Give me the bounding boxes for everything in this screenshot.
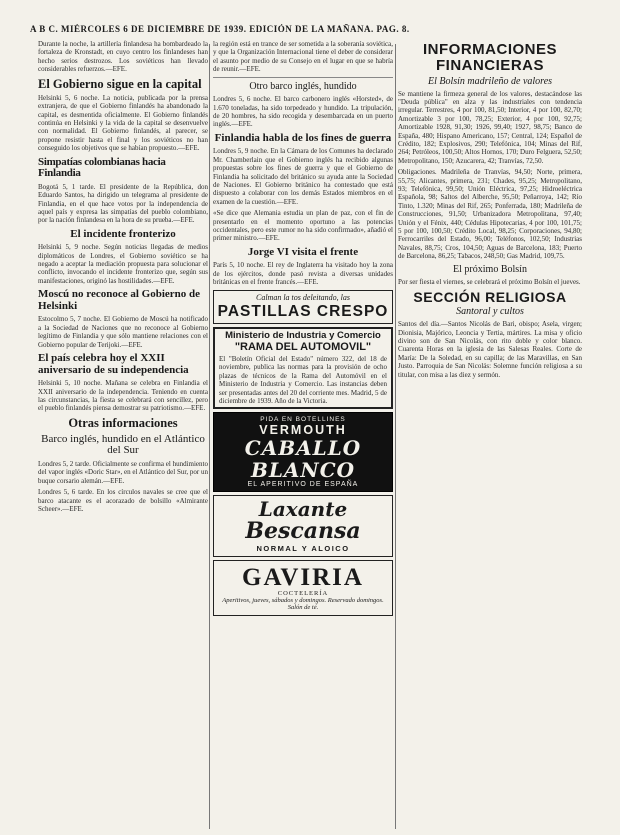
column-2 [213, 40, 393, 827]
ad-pastillas-crespo [213, 290, 393, 324]
headline: El país celebra hoy el XXII aniversario de su independencia [38, 352, 189, 376]
article-text: Se mantiene la firmeza general de los valores, destacándose las "Deuda pública" en alza y las industriales con tendencia irregular. Terrestres, 4 por 100, 81,50; Interior, 4 por 100, 82,70; Amortizable 3 por 100, 78,25; Exterior, 4 por 100, 92,75; Amortizable 1928, 91,30; 1926, 99,40; 1927, 98,75; Banco de España, 480; Hispano Americano, 157; Central, 124; Español de Crédito, 182; Explosivos, 290; Telefónica, 104; Minas del Rif, 264; Petróleos, 100,50; Altos Hornos, 170; Duro Felguera, 52,50; Metropolitano, 150; Azucarera, 42; Tranvías, 72,50. [398, 89, 582, 165]
article-text: Londres 5, 6 noche. El barco carbonero inglés «Horsted», de 1.670 toneladas, ha sido torpedeado y hundido. La tripulación, de 20 hombres, ha sido recogida y desembarcada en un puerto inglés.—EFE. [213, 95, 393, 129]
section-title: SECCIÓN RELIGIOSA [413, 288, 567, 305]
article-text: la región está en trance de ser sometida a la soberanía soviética, y que la Organización Internacional tiene el deber de considerar el asunto por medio de su Consejo en el lugar en que se habría de reunir.—EFE. [213, 40, 393, 74]
headline: Simpatías colombianas hacia Finlandia [38, 155, 166, 180]
article-text: Estocolmo 5, 7 noche. El Gobierno de Moscú ha notificado a la Sociedad de Naciones que no reconoce al Gobierno legítimo de Finlandia y que sólo mantiene relaciones con el Gobierno popular de Terijoki.—EFE. [38, 315, 208, 349]
ad-subtitle: "RAMA DEL AUTOMOVIL" [234, 340, 372, 353]
article-text: «Se dice que Alemania estudia un plan de paz, con el fin de presentarlo en el momento oportuno a las potencias occidentales, pero este rumor no ha sido confirmado», añadió el primer ministro.—EFE. [213, 209, 393, 243]
ad-brand: Bescansa [245, 518, 361, 545]
article-text: Helsinki 5, 10 noche. Mañana se celebra en Finlandia el XXII aniversario de la independencia. Teniendo en cuenta las circunstancias, la fiesta se celebrará con sencillez, pero el pueblo finlandés piensa demostrar su patriotismo.—EFE. [38, 379, 208, 413]
ad-brand: CABALLO BLANCO [244, 436, 362, 483]
headline: El Gobierno sigue en la capital [38, 76, 202, 91]
column-1 [38, 40, 208, 827]
headline: El próximo Bolsín [453, 263, 527, 275]
headline: El incidente fronterizo [70, 227, 176, 240]
section-headline: Otras informaciones [68, 415, 178, 430]
column-divider [395, 44, 396, 829]
article-text: Londres 5, 2 tarde. Oficialmente se confirma el hundimiento del vapor inglés «Doric Star», en el Atlántico del Sur, por un buque corsario alemán.—EFE. [38, 459, 208, 485]
article-text: Londres 5, 6 tarde. En los círculos navales se cree que el barco atacante es el acorazado de bolsillo «Almirante Scheer».—EFE. [38, 488, 208, 513]
column-3 [398, 40, 582, 827]
article-text: Bogotá 5, 1 tarde. El presidente de la República, don Eduardo Santos, ha dirigido un telegrama al presidente de Finlandia, en el que hace votos por la independencia de aquel país y expresa las simpatías del pueblo colombiano, por la nación finlandesa en la hora de su prueba.—EFE. [38, 182, 208, 225]
divider [213, 77, 393, 78]
ad-subtitle: COCTELERÍA [277, 589, 329, 597]
section-title: INFORMACIONES FINANCIERAS [423, 41, 557, 74]
ad-ministerio [213, 327, 393, 410]
ad-brand: GAVIRIA [242, 563, 364, 591]
ad-text: El "Boletín Oficial del Estado" número 322, del 18 de noviembre, publica las normas para la provisión de ocho plazas de técnicos de la Rama del Automóvil en el Ministerio de Industria y Comercio. Las instancias deben ser presentadas antes del 20 del corriente mes. Madrid, 5 de diciembre de 1939. Año de la Victoria. [219, 354, 387, 405]
ad-tagline: NORMAL Y ALOICO [256, 543, 350, 553]
page-header: A B C. MIÉRCOLES 6 DE DICIEMBRE DE 1939. EDICIÓN DE LA MAÑANA. PAG. 8. [30, 24, 410, 34]
article-text: Por ser fiesta el viernes, se celebrará el próximo Bolsín el jueves. [398, 278, 581, 287]
headline: Jorge VI visita el frente [247, 245, 359, 258]
ad-product: VERMOUTH [259, 423, 347, 438]
ad-line: Laxante [258, 497, 348, 522]
ad-title: Ministerio de Industria y Comercio [225, 329, 381, 341]
article-text: Londres 5, 9 noche. En la Cámara de los Comunes ha declarado Mr. Chamberlain que el Gobierno inglés ha recibido algunas propuestas sobre los fines de guerra y que el Gobierno de Finlandia ha solicitado del británico su ayuda ante la Sociedad de Naciones. El Gobierno británico ha contestado que está dispuesto a colaborar con los demás Estados miembros en el examen de la cuestión.—EFE. [213, 147, 393, 206]
ad-small: PIDA EN BOTELLINES [260, 416, 346, 424]
ad-vermouth [213, 412, 393, 492]
headline: Otro barco inglés, hundido [249, 80, 357, 92]
ad-tagline: Calman la tos deleitando, las [256, 292, 350, 302]
ad-gaviria [213, 560, 393, 617]
ad-laxante [213, 495, 393, 556]
headline: Barco inglés, hundido en el Atlántico del Sur [41, 432, 205, 457]
article-text: Helsinki 5, 9 noche. Según noticias llegadas de medios diplomáticos de Londres, el Gobierno soviético se ha negado a aceptar la mediación propuesta para solucionar el conflicto, invocando el incidente fronterizo que, según sus manifestaciones, originó las hostilidades.—EFE. [38, 243, 208, 285]
article-text: Santos del día.—Santos Nicolás de Bari, obispo; Asela, virgen; Dionisia, Majórico, Leoncia y Tertia, mártires. La misa y oficio divino son de San Nicolás, con rito doble y color blanco. Cuarenta Horas en la iglesia de las Salesas Reales. Corte de María: De la Soledad, en su capilla; de las Maravillas, en San Justo. Parroquia de San Nicolás: Solemne función religiosa a su titular, con misa a las diez y sermón. [398, 320, 582, 379]
article-text: París 5, 10 noche. El rey de Inglaterra ha visitado hoy la zona de los ejércitos, donde pasó revista a diversas unidades británicas en el frente francés.—EFE. [213, 261, 393, 287]
column-divider [209, 44, 210, 829]
article-text: Durante la noche, la artillería finlandesa ha bombardeado la fortaleza de Kronstadt, en cuyo centro los finlandeses han hecho serios destrozos. Los soviéticos han llevado considerables refuerzos.—EFE. [38, 40, 208, 74]
article-text: Helsinki 5, 6 noche. La noticia, publicada por la prensa extranjera, de que el Gobierno finlandés ha abandonado la capital, es desmentida oficialmente. El Gobierno finlandés continúa en Helsinki y la vida de la capital se desenvuelve con normalidad. El Gobierno finlandés, al parecer, se propone resistir hasta el final y los soviéticos no han conseguido los objetivos que se habían propuesto.—EFE. [38, 93, 208, 153]
section-subtitle: El Bolsín madrileño de valores [427, 75, 553, 87]
article-text: Obligaciones. Madrileña de Tranvías, 94,50; Norte, primera, 55,75; Alicantes, primera, 231; Chades, 95,25; Metropolitano, 93; Telefónica, 99,50; Unión Eléctrica, 97,25; Hidroeléctrica Española, 98; Saltos del Alberche, 95,50; Peñarroya, 142; Río Tinto, 1.320; Minas del Rif, 265; Ponferrada, 180; Madrileña de Construcciones, 91,50; Urbanizadora Metropolitana, 97,40; Unión y el Fénix, 440; Cédulas Hipotecarias, 4 por 100, 101,75; 5 por 100, 100,50; Crédito Local, 98,25; Corporaciones, 94,80; Ferrocarriles del Estado, 96,00; Teléfonos, 102,50; Industrias Navales, 88,75; Cros, 104,50; Aguas de Barcelona, 183; Puerto de Barcelona, 86,25; Tabacos, 248,50; Gas Madrid, 109,75. [398, 168, 582, 261]
ad-brand: PASTILLAS CRESPO [217, 302, 389, 320]
headline: Finlandia habla de los fines de guerra [214, 131, 392, 144]
ad-tagline: EL APERITIVO DE ESPAÑA [247, 481, 359, 489]
headline: Moscú no reconoce al Gobierno de Helsinki [38, 288, 201, 312]
section-subtitle: Santoral y cultos [456, 306, 524, 318]
ad-text: Aperitivos, jueves, sábados y domingos. Reservado domingos. Salón de té. [222, 596, 384, 612]
